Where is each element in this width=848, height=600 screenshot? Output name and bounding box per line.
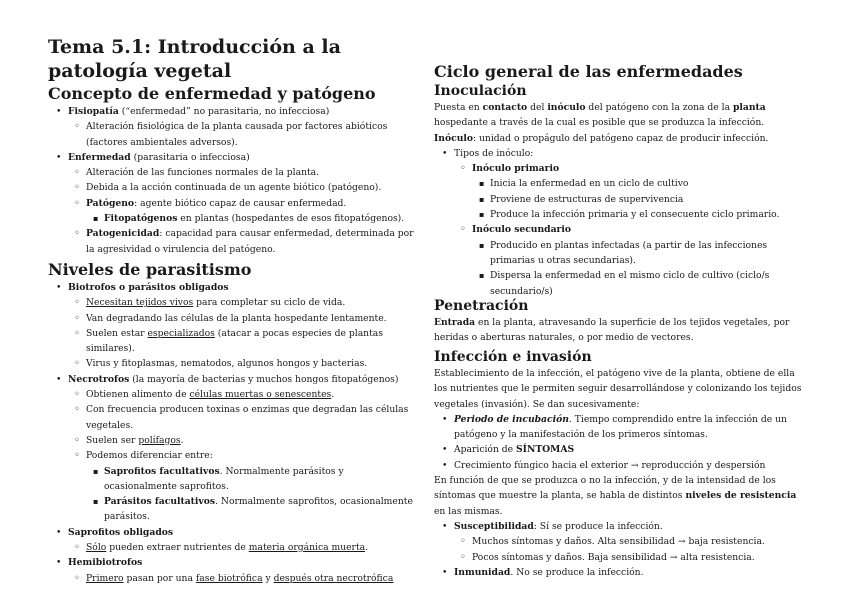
list-item-bio3: ◦ Suelen estar especializados (atacar a pocas especies de plantas similares). bbox=[48, 326, 416, 357]
heading-concepto: Concepto de enfermedad y patógeno bbox=[48, 84, 376, 103]
heading-ciclo: Ciclo general de las enfermedades bbox=[434, 62, 743, 81]
inoculo-list bbox=[434, 146, 806, 299]
list-item-fitopatogenos: ▪ Fitopatógenos en plantas (hospedantes de esos fitopatógenos). bbox=[48, 211, 416, 226]
list-item-aparicion: • Aparición de SÍNTOMAS bbox=[434, 442, 806, 457]
list-item-hemi-sub: ◦ Primero pasan por una fase biotrófica y después otra necrotrófica bbox=[48, 571, 416, 586]
heading-penetracion: Penetración bbox=[434, 298, 529, 314]
list-item-crecimiento: • Crecimiento fúngico hacia el exterior → reproducción y despersión bbox=[434, 458, 806, 473]
infeccion-list bbox=[434, 412, 806, 473]
list-item-necro1: ◦ Obtienen alimento de células muertas o senescentes. bbox=[48, 387, 416, 402]
section-penetracion bbox=[434, 297, 806, 346]
list-item-susceptibilidad: • Susceptibilidad: Sí se produce la infección. bbox=[434, 519, 806, 534]
list-item-sapob-sub: ◦ Sólo pueden extraer nutrientes de materia orgánica muerta. bbox=[48, 540, 416, 555]
list-item-inmunidad: • Inmunidad. No se produce la infección. bbox=[434, 565, 806, 580]
paragraph-resistencia: En función de que se produzca o no la infección, y de la intensidad de los síntomas que muestre la planta, se habla de distintos niveles de resistencia en las mismas. bbox=[434, 475, 797, 517]
list-item-necro4: ◦ Podemos diferenciar entre: bbox=[48, 448, 416, 463]
list-item-fisiopatia: • Fisiopatía (“enfermedad” no parasitaria, no infecciosa) bbox=[48, 104, 416, 119]
list-item-susc1: ◦ Muchos síntomas y daños. Alta sensibilidad → baja resistencia. bbox=[434, 534, 806, 549]
list-item-enfermedad: • Enfermedad (parasitaria o infecciosa) bbox=[48, 150, 416, 165]
list-item-necro3: ◦ Suelen ser polífagos. bbox=[48, 433, 416, 448]
paragraph-inoculacion: Puesta en contacto del inóculo del patógeno con la zona de la planta hospedante a través de la cual es posible que se produzca la infección. bbox=[434, 102, 766, 129]
heading-inoculacion: Inoculación bbox=[434, 83, 527, 99]
list-item-biotrofos: • Biotrofos o parásitos obligados bbox=[48, 280, 416, 295]
list-item-bio1: ◦ Necesitan tejidos vivos para completar su ciclo de vida. bbox=[48, 295, 416, 310]
list-item-periodo: • Periodo de incubación. Tiempo comprendido entre la infección de un patógeno y la manifestación de los primeros síntomas. bbox=[434, 412, 806, 443]
page-title: Tema 5.1: Introducción a la patología vegetal bbox=[48, 36, 341, 82]
list-item-bio4: ◦ Virus y fitoplasmas, nematodos, algunos hongos y bacterias. bbox=[48, 356, 416, 371]
list-item-patogeno: ◦ Patógeno: agente biótico capaz de causar enfermedad. bbox=[48, 196, 416, 211]
list-item-bio2: ◦ Van degradando las células de la planta hospedante lentamente. bbox=[48, 311, 416, 326]
concepto-list bbox=[48, 104, 416, 257]
list-item-hemibiotrofos: • Hemibiotrofos bbox=[48, 555, 416, 570]
list-item-saprofitos-obligados: • Saprofitos obligados bbox=[48, 525, 416, 540]
list-item-saprofitos-facultativos: ▪ Saprofitos facultativos. Normalmente parásitos y ocasionalmente saprofitos. bbox=[48, 464, 416, 495]
niveles-list bbox=[48, 280, 416, 586]
paragraph-penetracion: Entrada en la planta, atravesando la superficie de los tejidos vegetales, por heridas o aberturas naturales, o por medio de vectores. bbox=[434, 317, 790, 344]
section-niveles bbox=[48, 260, 416, 586]
list-item-prim1: ▪ Inicia la enfermedad en un ciclo de cultivo bbox=[434, 176, 806, 191]
list-item-necrotrofos: • Necrotrofos (la mayoría de bacterias y muchos hongos fitopatógenos) bbox=[48, 372, 416, 387]
list-item-enf-sub2: ◦ Debida a la acción continuada de un agente biótico (patógeno). bbox=[48, 180, 416, 195]
list-item-sec2: ▪ Dispersa la enfermedad en el mismo ciclo de cultivo (ciclo/s secundario/s) bbox=[434, 268, 806, 299]
list-item-prim2: ▪ Proviene de estructuras de supervivencia bbox=[434, 192, 806, 207]
resistencia-list bbox=[434, 519, 806, 580]
list-item-susc2: ◦ Pocos síntomas y daños. Baja sensibilidad → alta resistencia. bbox=[434, 550, 806, 565]
list-item-enf-sub1: ◦ Alteración de las funciones normales de la planta. bbox=[48, 165, 416, 180]
list-item-inoculo-secundario: ◦ Inóculo secundario bbox=[434, 222, 806, 237]
list-item-sec1: ▪ Producido en plantas infectadas (a partir de las infecciones primarias u otras secundarias). bbox=[434, 238, 806, 269]
paragraph-infeccion: Establecimiento de la infección, el patógeno vive de la planta, obtiene de ella los nutrientes que le permiten seguir desarrollándose y colonizando los tejidos vegetales (invasión). Se dan sucesivamente: bbox=[434, 368, 802, 410]
list-item-fisiopatia-sub: ◦ Alteración fisiológica de la planta causada por factores abióticos (factores ambientales adversos). bbox=[48, 119, 416, 150]
section-infeccion bbox=[434, 348, 806, 580]
list-item-inoculo-primario: ◦ Inóculo primario bbox=[434, 161, 806, 176]
list-item-parasitos-facultativos: ▪ Parásitos facultativos. Normalmente saprofitos, ocasionalmente parásitos. bbox=[48, 494, 416, 525]
section-concepto bbox=[48, 84, 416, 257]
list-item-patogenicidad: ◦ Patogenicidad: capacidad para causar enfermedad, determinada por la agresividad o virulencia del patógeno. bbox=[48, 226, 416, 257]
heading-niveles: Niveles de parasitismo bbox=[48, 260, 252, 279]
list-item-necro2: ◦ Con frecuencia producen toxinas o enzimas que degradan las células vegetales. bbox=[48, 402, 416, 433]
paragraph-inoculo: Inóculo: unidad o propágulo del patógeno capaz de producir infección. bbox=[434, 132, 769, 144]
list-item-tipos: • Tipos de inóculo: bbox=[434, 146, 806, 161]
heading-infeccion: Infección e invasión bbox=[434, 349, 592, 365]
list-item-prim3: ▪ Produce la infección primaria y el consecuente ciclo primario. bbox=[434, 207, 806, 222]
section-ciclo bbox=[434, 62, 806, 299]
